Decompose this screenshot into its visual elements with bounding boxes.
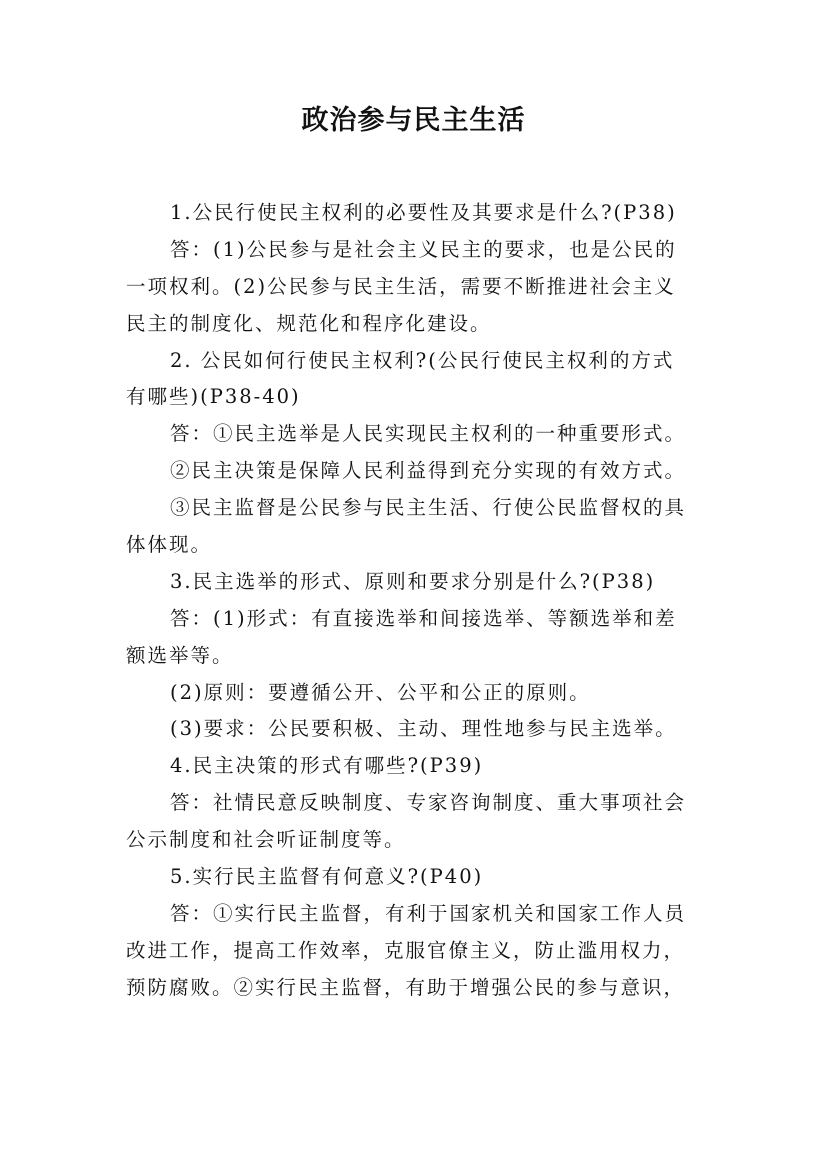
text-line: (2)原则：要遵循公开、公平和公正的原则。 (170, 680, 591, 704)
text-line: 1.公民行使民主权利的必要性及其要求是什么?(P38) (170, 201, 677, 224)
text-line: (3)要求：公民要积极、主动、理性地参与民主选举。 (170, 717, 677, 741)
text-line: 答：①民主选举是人民实现民主权利的一种重要形式。 (170, 422, 687, 446)
text-line: 体体现。 (126, 533, 213, 557)
text-line: 一项权利。(2)公民参与民主生活，需要不断推进社会主义 (126, 274, 676, 298)
text-line: 答：①实行民主监督，有利于国家机关和国家工作人员 (170, 901, 687, 925)
text-line: ②民主决策是保障人民利益得到充分实现的有效方式。 (170, 459, 687, 483)
text-line: 2. 公民如何行使民主权利?(公民行使民主权利的方式 (170, 348, 675, 372)
document-title: 政治参与民主生活 (301, 105, 526, 136)
text-line: 3.民主选举的形式、原则和要求分别是什么?(P38) (170, 569, 656, 593)
text-line: 5.实行民主监督有何意义?(P40) (170, 865, 484, 889)
document-body (126, 195, 706, 1007)
text-line: 预防腐败。②实行民主监督，有助于增强公民的参与意识， (126, 975, 686, 999)
text-line: ③民主监督是公民参与民主生活、行使公民监督权的具 (170, 496, 687, 520)
text-line: 额选举等。 (126, 643, 234, 667)
text-line: 答：(1)公民参与是社会主义民主的要求，也是公民的 (170, 237, 677, 261)
text-line: 改进工作，提高工作效率，克服官僚主义，防止滥用权力， (126, 938, 686, 962)
text-line: 公示制度和社会听证制度等。 (126, 828, 406, 852)
text-line: 民主的制度化、规范化和程序化建设。 (126, 311, 492, 335)
text-line: 答：(1)形式：有直接选举和间接选举、等额选举和差 (170, 606, 677, 630)
text-line: 答：社情民意反映制度、专家咨询制度、重大事项社会 (170, 791, 687, 815)
text-line: 有哪些)(P38-40) (126, 385, 301, 409)
text-line: 4.民主决策的形式有哪些?(P39) (170, 754, 484, 778)
